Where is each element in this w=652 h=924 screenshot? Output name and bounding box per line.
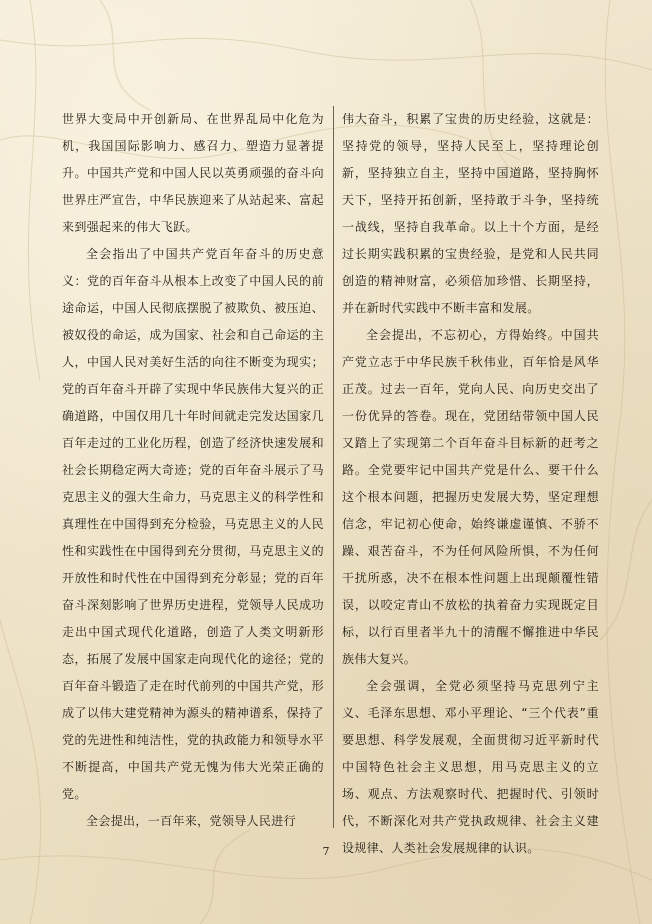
paragraph: 全会指出了中国共产党百年奋斗的历史意义：党的百年奋斗从根本上改变了中国人民的前途命运，中国人民彻底摆脱了被欺负、被压迫、被奴役的命运，成为国家、社会和自己命运的主人，中国人民对美好生活的向往不断变为现实；党的百年奋斗开辟了实现中华民族伟大复兴的正确道路，中国仅用几十年时间就走完发达国家几百年走过的工业化历程，创造了经济快速发展和社会长期稳定两大奇迹；党的百年奋斗展示了马克思主义的强大生命力，马克思主义的科学性和真理性在中国得到充分检验，马克思主义的人民性和实践性在中国得到充分贯彻，马克思主义的开放性和时代性在中国得到充分彰显；党的百年奋斗深刻影响了世界历史进程，党领导人民成功走出中国式现代化道路，创造了人类文明新形态，拓展了发展中国家走向现代化的途径；党的百年奋斗锻造了走在时代前列的中国共产党，形成了以伟大建党精神为源头的精神谱系，保持了党的先进性和纯洁性，党的执政能力和领导水平不断提高，中国共产党无愧为伟大光荣正确的党。 — [62, 247, 324, 801]
left-column — [62, 106, 324, 826]
column-divider — [333, 106, 334, 828]
paragraph: 全会提出，一百年来，党领导人民进行 — [86, 814, 296, 828]
right-column — [342, 106, 599, 855]
page-number: 7 — [322, 845, 330, 858]
paragraph: 伟大奋斗，积累了宝贵的历史经验，这就是：坚持党的领导，坚持人民至上，坚持理论创新，坚持独立自主，坚持中国道路，坚持胸怀天下，坚持开拓创新，坚持敢于斗争，坚持统一战线，坚持自我革命。以上十个方面，是经过长期实践积累的宝贵经验，是党和人民共同创造的精神财富，必须倍加珍惜、长期坚持，并在新时代实践中不断丰富和发展。 — [342, 112, 599, 315]
paragraph: 全会提出，不忘初心，方得始终。中国共产党立志于中华民族千秋伟业，百年恰是风华正茂。过去一百年，党向人民、向历史交出了一份优异的答卷。现在，党团结带领中国人民又踏上了实现第二个百年奋斗目标新的赶考之路。全党要牢记中国共产党是什么、要干什么这个根本问题，把握历史发展大势，坚定理想信念，牢记初心使命，始终谦虚谨慎、不骄不躁、艰苦奋斗，不为任何风险所惧，不为任何干扰所惑，决不在根本性问题上出现颠覆性错误，以咬定青山不放松的执着奋力实现既定目标，以行百里者半九十的清醒不懈推进中华民族伟大复兴。 — [342, 328, 599, 666]
paragraph: 世界大变局中开创新局、在世界乱局中化危为机，我国国际影响力、感召力、塑造力显著提升。中国共产党和中国人民以英勇顽强的奋斗向世界庄严宣告，中华民族迎来了从站起来、富起来到强起来的伟大飞跃。 — [62, 112, 324, 234]
paragraph: 全会强调，全党必须坚持马克思列宁主义、毛泽东思想、邓小平理论、“三个代表”重要思想、科学发展观，全面贯彻习近平新时代中国特色社会主义思想，用马克思主义的立场、观点、方法观察时代、把握时代、引领时代，不断深化对共产党执政规律、社会主义建设规律、人类社会发展规律的认识。 — [342, 679, 599, 855]
